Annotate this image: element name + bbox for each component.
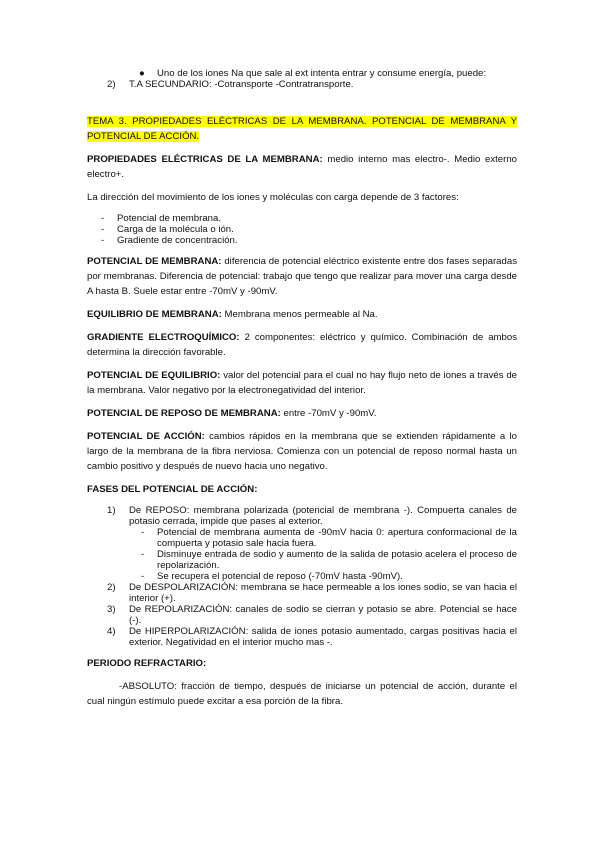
paragraph-direccion: La dirección del movimiento de los iones y moléculas con carga depende de 3 factores:: [87, 192, 459, 203]
paragraph-equilibrio-membrana: EQUILIBRIO DE MEMBRANA: Membrana menos permeable al Na.: [87, 309, 378, 320]
list-item: 2) De DESPOLARIZACIÓN: membrana se hace permeable a los iones sodio, se van hacia el interior (+).: [107, 582, 517, 604]
section-heading: TEMA 3. PROPIEDADES ELÉCTRICAS DE LA MEMBRANA. POTENCIAL DE MEMBRANA Y POTENCIAL DE ACCIÓN.: [87, 116, 517, 142]
paragraph-potencial-reposo: POTENCIAL DE REPOSO DE MEMBRANA: entre -70mV y -90mV.: [87, 408, 377, 419]
list-item: - Potencial de membrana aumenta de -90mV hacia 0: apertura conformacional de la compuerta y potasio sale hacia fuera.: [141, 527, 517, 549]
list-item: - Carga de la molécula o ión.: [101, 224, 234, 235]
paragraph-potencial-membrana: POTENCIAL DE MEMBRANA: diferencia de potencial eléctrico existente entre dos fases separadas por membranas. Diferencia de potencial: trabajo que tengo que realizar para mover una carga desde A hasta B. Suele estar entre -70mV y -90mV.: [87, 256, 517, 297]
item-number: 2): [107, 79, 116, 90]
list-item: [87, 68, 517, 79]
list-item: - Disminuye entrada de sodio y aumento de la salida de potasio acelera el proceso de repolarización.: [141, 549, 517, 571]
periodo-title: PERIODO REFRACTARIO:: [87, 658, 207, 669]
fases-title: FASES DEL POTENCIAL DE ACCIÓN:: [87, 484, 258, 495]
paragraph-absoluto: -ABSOLUTO: fracción de tiempo, después de iniciarse un potencial de acción, durante el cual ningún estímulo puede excitar a esa porción de la fibra.: [87, 681, 517, 707]
paragraph-potencial-accion: POTENCIAL DE ACCIÓN: cambios rápidos en la membrana que se extienden rápidamente a lo largo de la membrana de la fibra nerviosa. Comienza con un potencial de reposo normal hasta un cambio positivo y después de nuevo hacia uno negativo.: [87, 431, 517, 472]
bullet-text: Uno de los iones Na que sale al ext intenta entrar y consume energía, puede:: [157, 68, 487, 79]
list-item: [87, 79, 517, 90]
list-item: 4) De HIPERPOLARIZACIÓN: salida de iones potasio aumentado, cargas positivas hacia el exterior. Negatividad en el interior mucho mas -.: [107, 626, 517, 648]
document-page: [87, 68, 517, 709]
list-item: - Gradiente de concentración.: [101, 235, 238, 246]
bullet-icon: ●: [139, 68, 145, 79]
list-item: - Potencial de membrana.: [101, 213, 221, 224]
list-item: 3) De REPOLARIZACIÓN: canales de sodio se cierran y potasio se abre. Potencial se hace (-).: [107, 604, 517, 626]
paragraph-potencial-equilibrio: POTENCIAL DE EQUILIBRIO: valor del potencial para el cual no hay flujo neto de iones a través de la membrana. Valor negativo por la electronegatividad del interior.: [87, 370, 517, 396]
list-item: - Se recupera el potencial de reposo (-70mV hasta -90mV).: [141, 571, 403, 582]
list-item: 1) De REPOSO: membrana polarizada (potencial de membrana -). Compuerta canales de potasio cerrada, impide que pases al exterior.: [107, 505, 517, 527]
item-text: T.A SECUNDARIO: -Cotransporte -Contratransporte.: [129, 79, 354, 90]
paragraph-propiedades: PROPIEDADES ELÉCTRICAS DE LA MEMBRANA: medio interno mas electro-. Medio externo electro+.: [87, 154, 517, 180]
paragraph-gradiente: GRADIENTE ELECTROQUÍMICO: 2 componentes: eléctrico y químico. Combinación de ambos determina la dirección favorable.: [87, 332, 517, 358]
